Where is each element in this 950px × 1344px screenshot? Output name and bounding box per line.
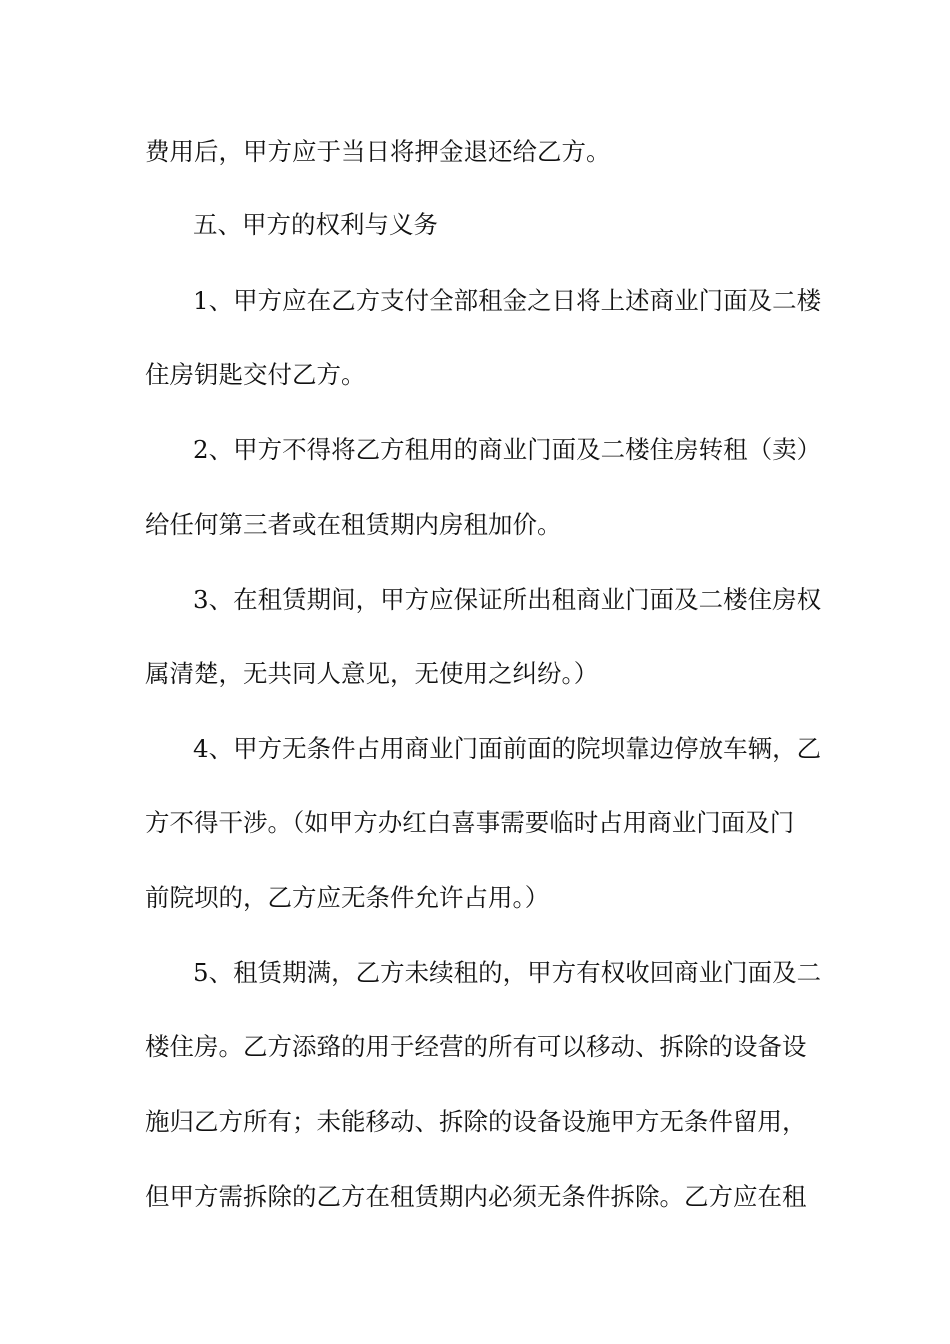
text-line-7: 3、在租赁期间，甲方应保证所出租商业门面及二楼住房权	[193, 585, 822, 614]
text-line-11: 前院坝的，乙方应无条件允许占用。）	[145, 883, 550, 912]
text-line-12: 5、租赁期满，乙方未续租的，甲方有权收回商业门面及二	[193, 958, 822, 987]
text-line-5: 2、甲方不得将乙方租用的商业门面及二楼住房转租（卖）	[193, 435, 822, 464]
text-line-10: 方不得干涉。（如甲方办红白喜事需要临时占用商业门面及门	[145, 808, 795, 837]
text-line-8: 属清楚，无共同人意见，无使用之纠纷。）	[145, 659, 599, 688]
text-line-13: 楼住房。乙方添臵的用于经营的所有可以移动、拆除的设备设	[145, 1032, 807, 1061]
text-line-14: 施归乙方所有；未能移动、拆除的设备设施甲方无条件留用，	[145, 1107, 807, 1136]
text-line-1: 费用后，甲方应于当日将押金退还给乙方。	[145, 137, 611, 166]
text-line-15: 但甲方需拆除的乙方在租赁期内必须无条件拆除。乙方应在租	[145, 1182, 807, 1211]
section-heading: 五、甲方的权利与义务	[193, 210, 438, 239]
text-line-6: 给任何第三者或在租赁期内房租加价。	[145, 510, 562, 539]
text-line-4: 住房钥匙交付乙方。	[145, 360, 366, 389]
text-line-9: 4、甲方无条件占用商业门面前面的院坝靠边停放车辆，乙	[193, 734, 822, 763]
text-line-3: 1、甲方应在乙方支付全部租金之日将上述商业门面及二楼	[193, 286, 822, 315]
